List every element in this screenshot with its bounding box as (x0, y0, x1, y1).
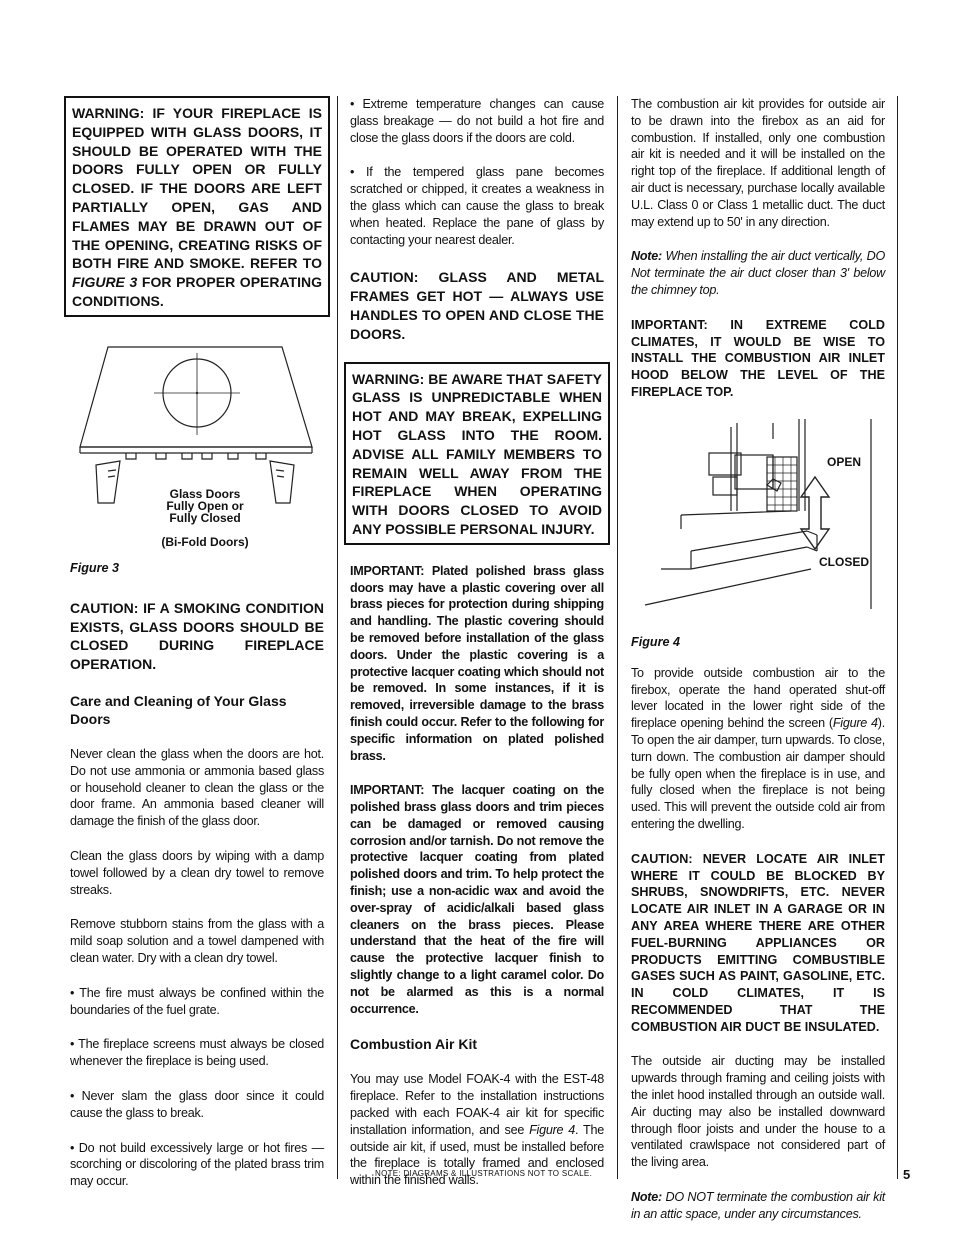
cold-climate-important: IMPORTANT: IN EXTREME COLD CLIMATES, IT WOULD BE WISE TO INSTALL THE COMBUSTION AIR INLET HOOD BELOW THE LEVEL OF THE FIREPLACE TOP. (631, 317, 885, 399)
kit-text: You may use Model FOAK-4 with the EST-48 fireplace. Refer to the installation instructions packed with each FOAK-4 air kit for specific installation information, and see (350, 1072, 604, 1137)
care-paragraph-1: Never clean the glass when the doors are hot. Do not use ammonia or ammonia based glass or household cleaner to clean the glass or the door frame. An ammonia based cleaner will damage the finish of the glass door. (70, 746, 324, 829)
safety-glass-warning-box: WARNING: BE AWARE THAT SAFETY GLASS IS UNPREDICTABLE WHEN HOT AND MAY BREAK, EXPELLING HOT GLASS INTO THE ROOM. ADVISE ALL FAMILY MEMBERS TO REMAIN WELL AWAY FROM THE FIREPLACE WHEN OPERATING WITH DOORS CLOSED TO AVOID ANY POSSIBLE PERSONAL INJURY. (344, 362, 610, 545)
care-bullet-3: • Never slam the glass door since it could cause the glass to break. (70, 1088, 324, 1120)
glass-doors-warning-box (64, 96, 330, 317)
care-paragraph-2: Clean the glass doors by wiping with a damp towel followed by a clean dry towel to remove streaks. (70, 848, 324, 897)
column-1 (70, 96, 324, 1208)
figure-4-caption: Figure 4 (631, 634, 680, 649)
figure-3-reference: FIGURE 3 (72, 274, 138, 291)
attic-note (631, 1189, 885, 1223)
care-bullet-5: • Extreme temperature changes can cause glass breakage — do not build a hot fire and close the glass doors if the doors are cold. (350, 97, 604, 145)
column-3 (631, 96, 885, 1241)
air-inlet-caution: CAUTION: NEVER LOCATE AIR INLET WHERE IT COULD BE BLOCKED BY SHRUBS, SNOWDRIFTS, ETC. NEVER LOCATE AIR INLET IN A GARAGE OR IN ANY AREA WHERE THERE ARE OTHER FUEL-BURNING APPLIANCES OR PRODUCTS EMITTING COMBUSTIBLE GASES SUCH AS PAINT, GASOLINE, ETC. IN COLD CLIMATES, IT IS RECOMMENDED THAT THE COMBUSTION AIR DUCT BE INSULATED. (631, 851, 885, 1034)
kit-text-end: . The outside air kit, if used, must be installed before the fireplace is totally framed and enclosed within the finished walls. (350, 1122, 604, 1188)
figure-3-diagram (70, 335, 324, 555)
care-bullet-2: • The fireplace screens must always be closed whenever the fireplace is being used. (70, 1037, 324, 1069)
note-label-2: Note: (631, 1190, 662, 1205)
care-bullet-4: • Do not build excessively large or hot fires — scorching or discoloring of the plated brass trim may occur. (70, 1140, 324, 1189)
care-paragraph-3: Remove stubborn stains from the glass with a mild soap solution and a towel dampened with clean water. Dry with a clean dry towel. (70, 917, 324, 965)
air-damper-lever-illustration (631, 419, 885, 619)
care-bullet-6: • If the tempered glass pane becomes scratched or chipped, it creates a weakness in the glass which can cause the glass to break when heated. Replace the pane of glass by contacting your nearest dealer. (350, 165, 604, 247)
warning-text-end: FOR PROPER OPERATING CONDITIONS. (72, 274, 322, 309)
note-text: When installing the air duct vertically, DO Not terminate the air duct closer than 3' below the chimney top. (631, 249, 885, 297)
figure-4-diagram (631, 419, 885, 619)
column-2 (350, 96, 604, 1207)
hot-frames-caution: CAUTION: GLASS AND METAL FRAMES GET HOT — ALWAYS USE HANDLES TO OPEN AND CLOSE THE DOORS. (350, 269, 604, 342)
note-label: Note: (631, 249, 662, 264)
vertical-duct-note (631, 248, 885, 298)
fig3-label-line-1: Glass Doors (169, 486, 241, 501)
warning-text: WARNING: IF YOUR FIREPLACE IS EQUIPPED WITH GLASS DOORS, IT SHOULD BE OPERATED WITH THE DOORS FULLY OPEN OR FULLY CLOSED. IF THE DOORS ARE LEFT PARTIALLY OPEN, GAS AND FLAMES MAY BE DRAWN OUT OF THE OPENING, CREATING RISKS OF BOTH FIRE AND SMOKE. REFER TO (72, 105, 322, 272)
note-text-2: DO NOT terminate the combustion air kit in an attic space, under any circumstances. (631, 1190, 885, 1221)
smoking-caution: CAUTION: IF A SMOKING CONDITION EXISTS, GLASS DOORS SHOULD BE CLOSED DURING FIREPLACE OPERATION. (70, 599, 324, 673)
column-rule-2 (617, 96, 618, 1179)
column-rule-1 (337, 96, 338, 1179)
ducting-installation-paragraph: The outside air ducting may be installed upwards through framing and ceiling joists with the inlet hood installed through an outside wall. Air ducting may also be installed downward through floor joists and under the house to a ventilated crawlspace not considered part of the living area. (631, 1054, 885, 1170)
air-kit-description: The combustion air kit provides for outside air to be drawn into the firebox as an aid for combustion. If installed, only one combustion air kit is needed and it will be installed on the right top of the fireplace. If additional length of air duct is necessary, purchase locally available U.L. Class 0 or Class 1 metallic duct. The duct may extend up to 50' in any direction. (631, 97, 885, 229)
column-rule-3 (897, 96, 898, 1179)
damper-text-end: ). To open the air damper, turn upwards. To close, turn down. The combustion air damper should be fully open when the fireplace is in use, and fully closed when the fireplace is not being used. This will prevent the outside cold air from entering the dwelling. (631, 716, 885, 831)
diagrams-scale-note: NOTE: DIAGRAMS & ILLUSTRATIONS NOT TO SCALE. (375, 1169, 593, 1178)
fig3-label-line-4: (Bi-Fold Doors) (161, 534, 249, 549)
fig4-open-label: OPEN (827, 454, 862, 469)
page-number: 5 (903, 1167, 911, 1182)
important-plastic-covering: IMPORTANT: Plated polished brass glass doors may have a plastic covering over all brass pieces for protection during shipping and handling. The plastic covering should be removed before installation of the glass doors. Under the plastic covering is a protective lacquer coating which should not be removed. In some instances, if it is removed, irreversible damage to the brass finish could occur. Refer to the following for specific information on plated polished brass. (350, 563, 604, 763)
important-lacquer-coating: IMPORTANT: The lacquer coating on the polished brass glass doors and trim pieces can be damaged or removed causing corrosion and/or tarnish. Do not remove the protective lacquer coating from plated polished doors and trim. To help protect the finish; use a non-acidic wax and avoid the over-spray of acidic/alkali based glass cleaners on the brass pieces. Please understand that the heat of the fire will cause the protective lacquer finish to slightly change to a light caramel color. Do not be alarmed as this is a normal occurrence. (350, 783, 604, 1016)
combustion-air-kit-heading: Combustion Air Kit (350, 1036, 478, 1053)
fig3-label-line-2: Fully Open or (166, 498, 244, 513)
figure-4-reference: Figure 4 (529, 1122, 576, 1137)
care-cleaning-heading: Care and Cleaning of Your Glass Doors (70, 692, 287, 727)
figure-4-reference-2: Figure 4 (832, 716, 878, 731)
air-damper-instructions (631, 665, 885, 833)
figure-3-caption: Figure 3 (70, 560, 119, 575)
care-bullet-1: • The fire must always be confined within the boundaries of the fuel grate. (70, 985, 324, 1017)
fig3-label-line-3: Fully Closed (169, 510, 241, 525)
fig4-closed-label: CLOSED (819, 554, 870, 569)
damper-text: To provide outside combustion air to the firebox, operate the hand operated shut-off lever located in the lower right side of the fireplace opening behind the screen ( (631, 665, 885, 731)
